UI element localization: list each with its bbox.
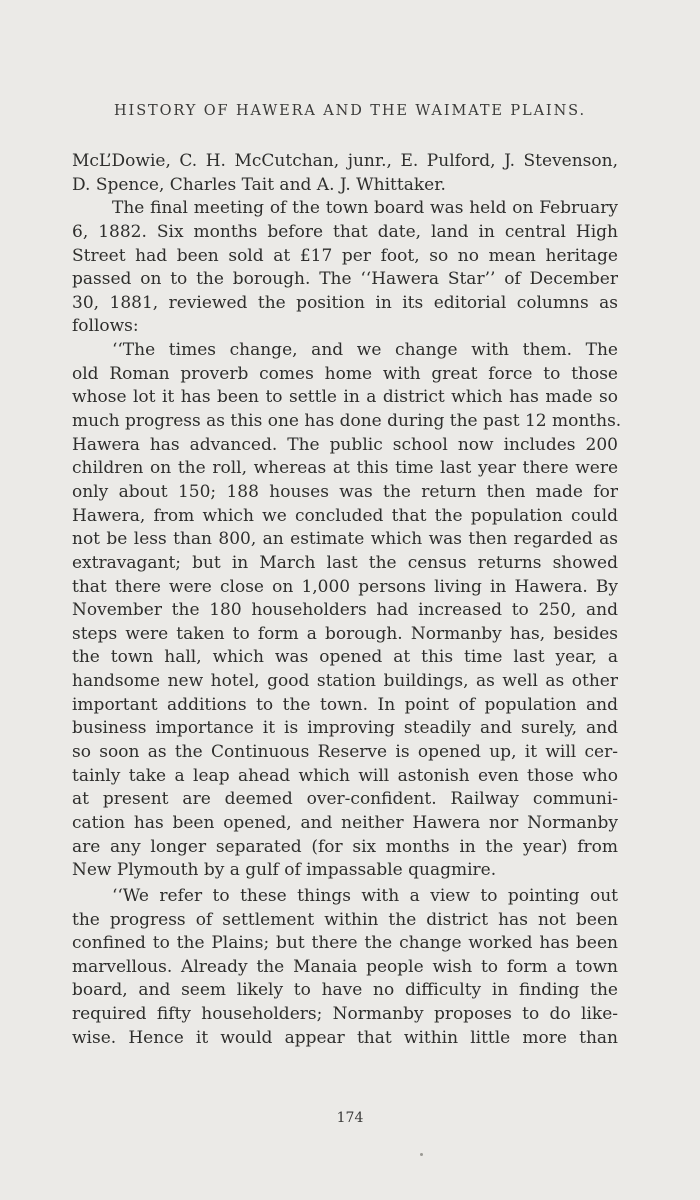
text-line: follows: <box>72 316 139 337</box>
text-line: passed on to the borough. The ‘‘Hawera Star’’ of December <box>72 269 618 290</box>
text-line: Hawera, from which we concluded that the population could <box>72 505 618 526</box>
text-line: November the 180 householders had increased to 250, and <box>72 600 618 621</box>
text-line: marvellous. Already the Manaia people wish to form a town <box>72 956 618 977</box>
text-line: cation has been opened, and neither Hawera nor Normanby <box>72 812 618 833</box>
text-line: at present are deemed over-confident. Railway communi- <box>72 789 618 810</box>
text-line: old Roman proverb comes home with great force to those <box>72 363 618 384</box>
text-line: much progress as this one has done during the past 12 months. <box>72 411 622 432</box>
text-line: extravagant; but in March last the census returns showed <box>72 552 618 573</box>
text-line: required fifty householders; Normanby proposes to do like- <box>72 1004 618 1025</box>
text-line: only about 150; 188 houses was the return then made for <box>72 481 618 502</box>
text-line: Street had been sold at £17 per foot, so no mean heritage <box>72 245 618 266</box>
text-line: The final meeting of the town board was held on February <box>112 198 618 219</box>
page-number: 174 <box>336 1110 364 1126</box>
running-head: HISTORY OF HAWERA AND THE WAIMATE PLAINS. <box>114 103 586 119</box>
text-line: are any longer separated (for six months in the year) from <box>72 836 618 857</box>
paragraph <box>72 197 618 339</box>
text-line: the progress of settlement within the district has not been <box>72 909 618 930</box>
text-line: the town hall, which was opened at this time last year, a <box>72 647 618 668</box>
text-line: steps were taken to form a borough. Normanby has, besides <box>72 623 618 644</box>
text-line: handsome new hotel, good station buildings, as well as other <box>72 671 618 692</box>
text-line: children on the roll, whereas at this time last year there were <box>72 458 618 479</box>
text-line: ‘‘The times change, and we change with them. The <box>112 340 618 361</box>
paragraph <box>72 150 618 197</box>
text-line: ‘‘We refer to these things with a view to pointing out <box>112 885 618 906</box>
text-line: D. Spence, Charles Tait and A. J. Whittaker. <box>72 174 446 195</box>
text-line: confined to the Plains; but there the change worked has been <box>72 933 618 954</box>
text-line: Hawera has advanced. The public school now includes 200 <box>72 434 618 455</box>
text-line: New Plymouth by a gulf of impassable quagmire. <box>72 860 497 881</box>
text-line: that there were close on 1,000 persons living in Hawera. By <box>72 576 618 597</box>
text-line: wise. Hence it would appear that within little more than <box>72 1027 618 1048</box>
text-line: so soon as the Continuous Reserve is opened up, it will cer- <box>72 742 618 763</box>
body-text <box>72 150 622 1050</box>
text-line: 6, 1882. Six months before that date, land in central High <box>72 221 618 242</box>
text-line: 30, 1881, reviewed the position in its editorial columns as <box>72 292 618 313</box>
text-line: board, and seem likely to have no difficulty in finding the <box>72 980 618 1001</box>
paragraph <box>72 339 622 883</box>
text-line: important additions to the town. In point of population and <box>72 694 618 715</box>
text-line: McL’Dowie, C. H. McCutchan, junr., E. Pulford, J. Stevenson, <box>72 151 618 171</box>
paragraph <box>72 885 618 1050</box>
text-line: whose lot it has been to settle in a district which has made so <box>72 387 618 408</box>
text-line: business importance it is improving steadily and surely, and <box>72 718 618 739</box>
text-line: tainly take a leap ahead which will astonish even those who <box>72 765 618 786</box>
text-line: not be less than 800, an estimate which was then regarded as <box>72 529 618 550</box>
paper-speck <box>420 1153 423 1156</box>
